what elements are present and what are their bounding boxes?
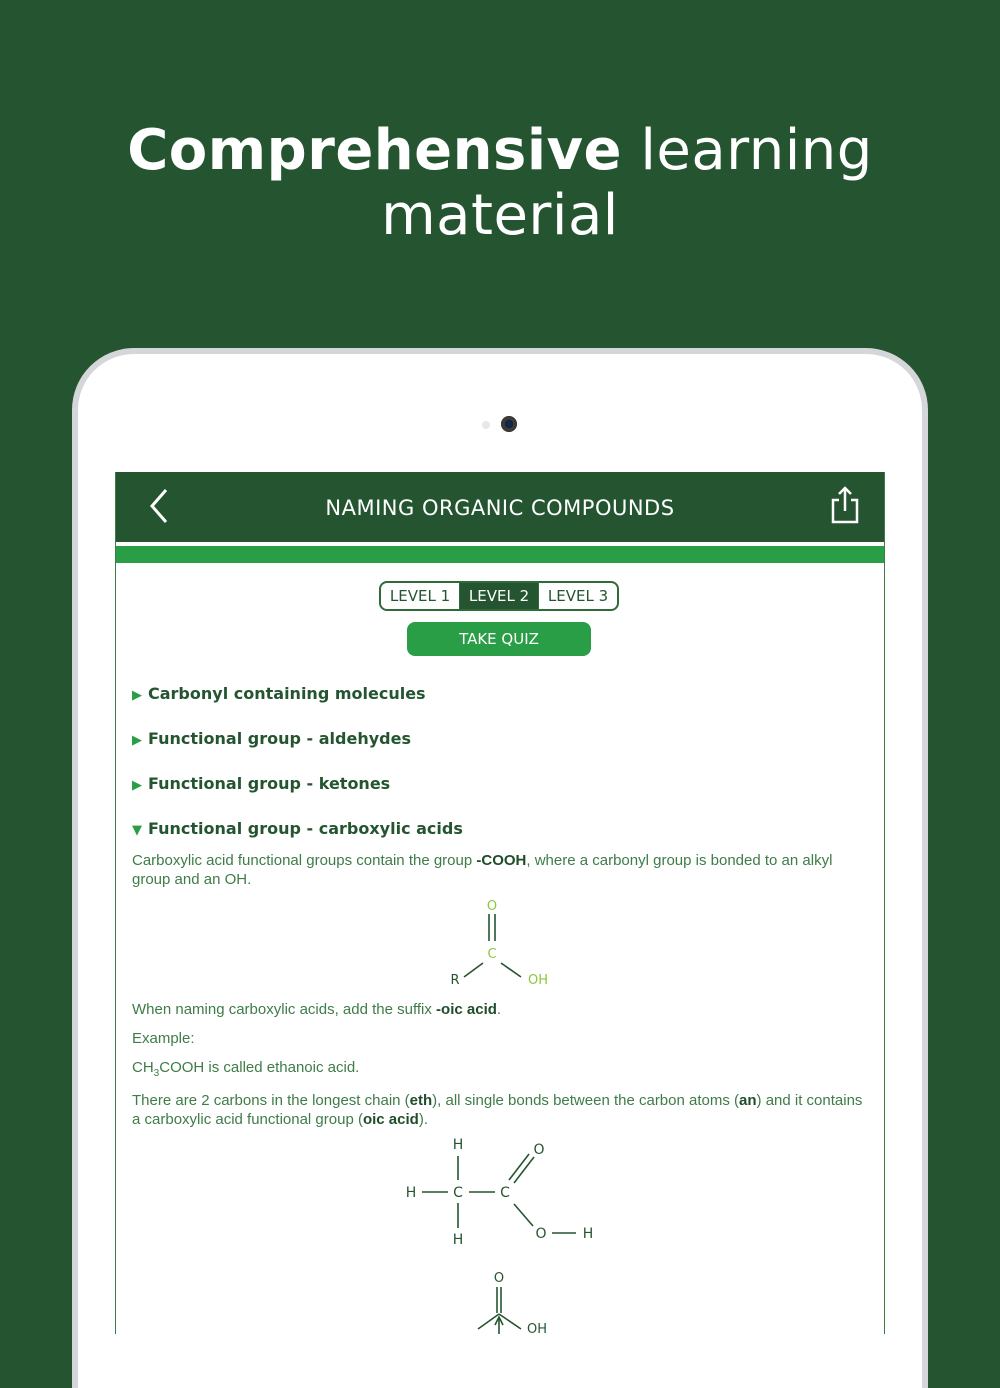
share-icon[interactable]	[828, 484, 862, 526]
atom-label: C	[487, 947, 497, 962]
text-bold: oic acid	[362, 1111, 419, 1128]
section-label: Functional group - carboxylic acids	[148, 819, 463, 838]
subscript: 3	[153, 1068, 160, 1079]
text: Carboxylic acid functional groups contain the group	[132, 852, 477, 869]
text: , where a carbonyl group is bonded to an alkyl group and an OH.	[132, 852, 833, 888]
atom-label: C	[453, 1185, 463, 1201]
section-carboxylic-acids[interactable]	[132, 819, 463, 838]
app-bar	[116, 472, 884, 542]
skeletal-structure	[466, 1267, 566, 1334]
atom-label: O	[533, 1142, 545, 1158]
ethanoic-acid-structure	[396, 1132, 606, 1252]
text-bold: -COOH	[476, 852, 527, 869]
paragraph-suffix	[132, 1000, 872, 1019]
paragraph-example-label: Example:	[132, 1030, 195, 1047]
text-bold: -oic acid	[436, 1001, 497, 1018]
section-label: Functional group - aldehydes	[148, 729, 411, 748]
tablet-camera	[501, 416, 517, 432]
atom-label: H	[452, 1137, 464, 1153]
collapse-triangle-icon: ▼	[132, 823, 142, 838]
text-bold: an	[739, 1092, 757, 1109]
atom-label: H	[582, 1226, 594, 1242]
text: .	[496, 1001, 502, 1018]
text: When naming carboxylic acids, add the suffix	[132, 1001, 437, 1018]
section-label: Functional group - ketones	[148, 774, 391, 793]
app-screen	[115, 472, 885, 1334]
text: COOH is called ethanoic acid.	[159, 1059, 360, 1076]
level-2-tab[interactable]: LEVEL 2	[459, 583, 538, 609]
paragraph-explanation	[132, 1091, 872, 1129]
expand-triangle-icon: ▶	[132, 733, 142, 748]
headline-light: learning material	[381, 118, 873, 248]
text: ), all single bonds between the carbon atoms (	[432, 1092, 740, 1109]
atom-label: OH	[526, 1322, 548, 1334]
carboxyl-diagram	[436, 894, 576, 994]
take-quiz-button[interactable]: TAKE QUIZ	[407, 622, 591, 656]
atom-label: R	[450, 973, 460, 988]
expand-triangle-icon: ▶	[132, 688, 142, 703]
atom-label: C	[500, 1185, 510, 1201]
page-title: NAMING ORGANIC COMPOUNDS	[325, 496, 675, 520]
headline-bold: Comprehensive	[127, 118, 623, 183]
paragraph-intro	[132, 851, 872, 889]
section-label: Carbonyl containing molecules	[148, 684, 426, 703]
text: ).	[418, 1111, 428, 1128]
atom-label: H	[405, 1185, 417, 1201]
atom-label: O	[486, 899, 498, 914]
level-1-tab[interactable]: LEVEL 1	[389, 587, 451, 605]
paragraph-example	[132, 1058, 872, 1083]
section-ketones[interactable]	[132, 774, 390, 793]
section-aldehydes[interactable]	[132, 729, 411, 748]
text-bold: eth	[409, 1092, 433, 1109]
tablet-sensor	[482, 421, 490, 429]
atom-label: H	[452, 1232, 464, 1248]
text: There are 2 carbons in the longest chain (	[132, 1092, 410, 1109]
progress-strip	[116, 546, 884, 563]
text: ) and it contains a carboxylic acid functional group (	[132, 1092, 863, 1128]
headline	[0, 118, 1000, 248]
atom-label: O	[535, 1226, 547, 1242]
atom-label: OH	[527, 973, 549, 988]
level-3-tab[interactable]: LEVEL 3	[538, 583, 617, 609]
level-selector	[379, 581, 619, 611]
text: CH	[132, 1059, 154, 1076]
atom-label: O	[493, 1271, 505, 1286]
expand-triangle-icon: ▶	[132, 778, 142, 793]
section-carbonyl[interactable]	[132, 684, 426, 703]
